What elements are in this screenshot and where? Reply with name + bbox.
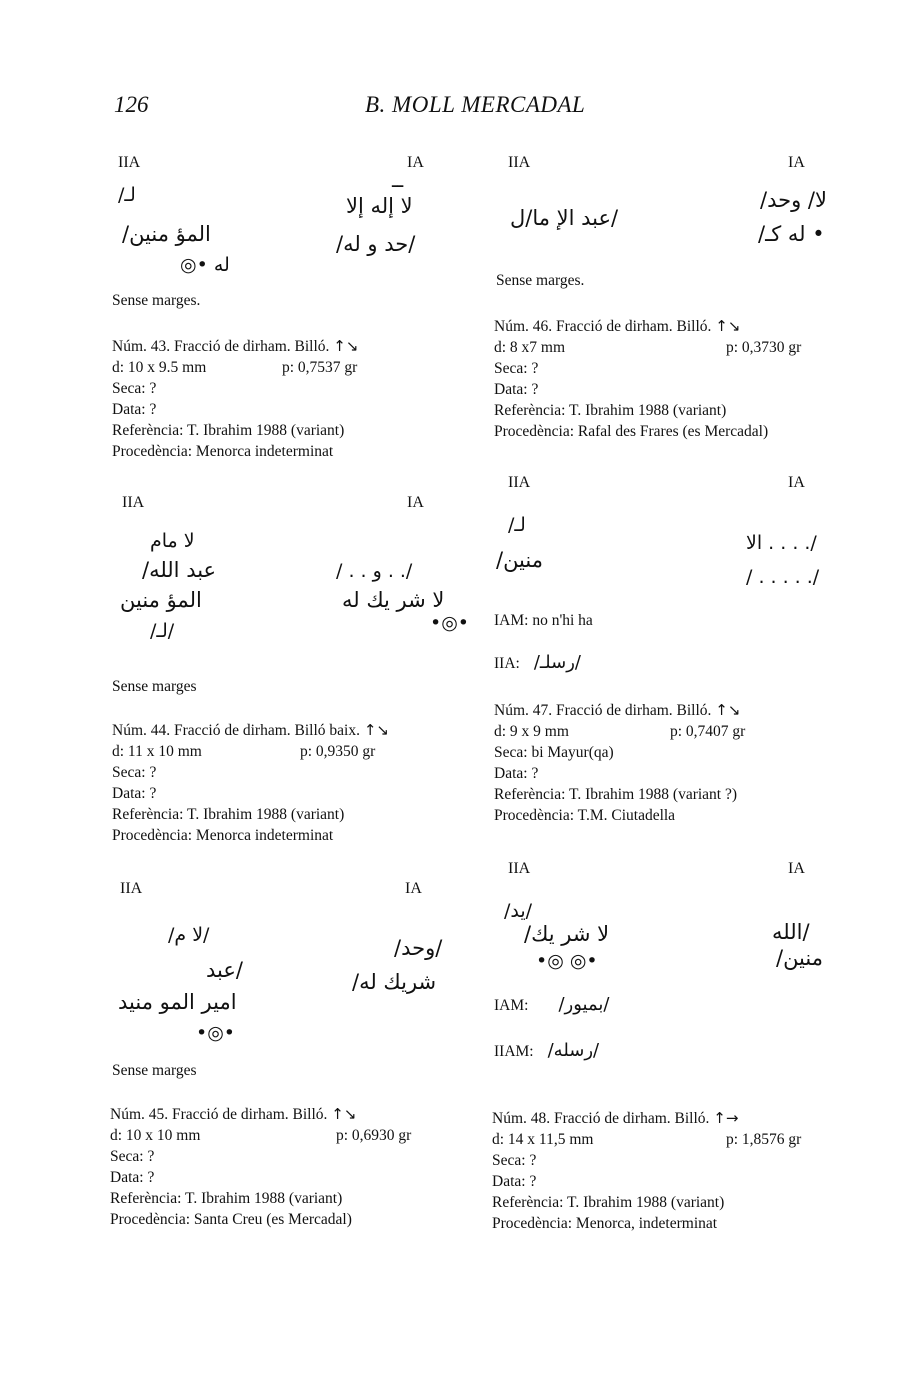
page-number: 126 bbox=[114, 92, 149, 117]
mint: Seca: ? bbox=[110, 1148, 155, 1165]
coin-title: Núm. 48. Fracció de dirham. Billó. bbox=[492, 1110, 710, 1127]
coin-details bbox=[112, 720, 452, 846]
date: Data: ? bbox=[112, 785, 157, 802]
reverse-label: IA bbox=[788, 474, 805, 491]
iam-label: IAM: bbox=[494, 612, 529, 629]
obverse-label: IIA bbox=[508, 474, 531, 491]
obverse-legend-line: /عبد الإ ما/ل bbox=[510, 206, 619, 230]
diameter: d: 10 x 9.5 mm bbox=[112, 359, 207, 376]
reverse-label: IA bbox=[788, 154, 805, 171]
diameter: d: 10 x 10 mm bbox=[110, 1127, 201, 1144]
coin-title: Núm. 46. Fracció de dirham. Billó. bbox=[494, 318, 712, 335]
mint: Seca: ? bbox=[112, 380, 157, 397]
provenance: Procedència: Santa Creu (es Mercadal) bbox=[110, 1211, 352, 1228]
mint: Seca: bi Mayur(qa) bbox=[494, 744, 614, 761]
iia-label: IIA: bbox=[494, 655, 520, 672]
obverse-label: IIA bbox=[508, 154, 531, 171]
die-axis-arrow-icon: ↑↘ bbox=[363, 721, 389, 739]
reverse-legend-line: لا/ وحد/ bbox=[760, 188, 827, 212]
obverse-label: IIA bbox=[120, 880, 143, 897]
coin-details bbox=[110, 1104, 450, 1230]
iam-row bbox=[494, 994, 609, 1016]
reverse-legend-line: /الله bbox=[772, 920, 810, 944]
reference: Referència: T. Ibrahim 1988 (variant) bbox=[112, 806, 345, 823]
obverse-legend-line: له •◎ bbox=[180, 254, 230, 276]
reverse-legend-line: /وحد/ bbox=[394, 936, 443, 960]
reverse-label: IA bbox=[407, 154, 424, 171]
date: Data: ? bbox=[110, 1169, 155, 1186]
weight: p: 0,3730 gr bbox=[726, 339, 802, 356]
margin-note: Sense marges bbox=[112, 1062, 197, 1079]
obverse-legend-line: /لا م/ bbox=[168, 924, 210, 946]
obverse-legend-line: عبد الله/ bbox=[142, 558, 217, 582]
reverse-legend-line: لا إله إلا bbox=[346, 194, 413, 218]
reverse-label: IA bbox=[788, 860, 805, 877]
reverse-label: IA bbox=[407, 494, 424, 511]
diameter: d: 11 x 10 mm bbox=[112, 743, 202, 760]
provenance: Procedència: Menorca indeterminat bbox=[112, 827, 334, 844]
reverse-legend-line: /حد و له/ bbox=[336, 232, 416, 256]
weight: p: 1,8576 gr bbox=[726, 1131, 802, 1148]
die-axis-arrow-icon: ↑↘ bbox=[331, 1105, 357, 1123]
obverse-label: IIA bbox=[118, 154, 141, 171]
reverse-legend-line: /. . و . . / bbox=[336, 560, 413, 582]
weight: p: 0,6930 gr bbox=[336, 1127, 412, 1144]
iam-value: /بميور/ bbox=[558, 994, 610, 1015]
coin-title: Núm. 45. Fracció de dirham. Billó. bbox=[110, 1106, 328, 1123]
die-axis-arrow-icon: ↑↘ bbox=[715, 317, 741, 335]
reverse-legend-line: • له كـ/ bbox=[758, 222, 825, 246]
date: Data: ? bbox=[492, 1173, 537, 1190]
obverse-legend-line: امير المو منيد bbox=[118, 990, 237, 1014]
reverse-legend-line: شريك له/ bbox=[352, 970, 437, 994]
reference: Referència: T. Ibrahim 1988 (variant ?) bbox=[494, 786, 738, 803]
iam-value: no n'hi ha bbox=[532, 612, 593, 629]
date: Data: ? bbox=[494, 381, 539, 398]
reverse-legend-line: •◎• bbox=[430, 612, 469, 634]
mint: Seca: ? bbox=[112, 764, 157, 781]
provenance: Procedència: Menorca, indeterminat bbox=[492, 1215, 718, 1232]
coin-details bbox=[494, 316, 834, 442]
obverse-legend-line: لا مام bbox=[150, 530, 195, 552]
coin-details bbox=[492, 1108, 832, 1234]
die-axis-arrow-icon: ↑↘ bbox=[333, 337, 359, 355]
reference: Referència: T. Ibrahim 1988 (variant) bbox=[494, 402, 727, 419]
diameter: d: 14 x 11,5 mm bbox=[492, 1131, 594, 1148]
obverse-legend-line: المؤ منين bbox=[120, 588, 202, 612]
iiam-row bbox=[494, 1040, 599, 1062]
running-title: B. MOLL MERCADAL bbox=[365, 92, 586, 117]
provenance: Procedència: T.M. Ciutadella bbox=[494, 807, 676, 824]
reverse-label: IA bbox=[405, 880, 422, 897]
iia-row bbox=[494, 652, 581, 674]
weight: p: 0,9350 gr bbox=[300, 743, 376, 760]
margin-note: Sense marges. bbox=[496, 272, 585, 289]
weight: p: 0,7537 gr bbox=[282, 359, 358, 376]
coin-title: Núm. 47. Fracció de dirham. Billó. bbox=[494, 702, 712, 719]
reference: Referència: T. Ibrahim 1988 (variant) bbox=[112, 422, 345, 439]
reverse-legend-line: منين/ bbox=[776, 946, 823, 970]
obverse-label: IIA bbox=[122, 494, 145, 511]
obverse-legend-line: /عبد bbox=[206, 958, 243, 982]
reverse-legend-line: /. . . . الا bbox=[746, 532, 817, 554]
mint: Seca: ? bbox=[492, 1152, 537, 1169]
reference: Referència: T. Ibrahim 1988 (variant) bbox=[110, 1190, 343, 1207]
iia-value: /رسلـ/ bbox=[533, 652, 581, 673]
margin-note: Sense marges. bbox=[112, 292, 201, 309]
margin-note: Sense marges bbox=[112, 678, 197, 695]
coin-details bbox=[494, 700, 834, 826]
reverse-legend-line: ــ bbox=[392, 170, 404, 192]
obverse-legend-line: المؤ منين/ bbox=[122, 222, 211, 246]
diameter: d: 9 x 9 mm bbox=[494, 723, 569, 740]
provenance: Procedència: Rafal des Frares (es Mercadal) bbox=[494, 423, 769, 440]
coin-title: Núm. 43. Fracció de dirham. Billó. bbox=[112, 338, 330, 355]
diameter: d: 8 x7 mm bbox=[494, 339, 566, 356]
iam-row bbox=[494, 610, 593, 631]
weight: p: 0,7407 gr bbox=[670, 723, 746, 740]
date: Data: ? bbox=[112, 401, 157, 418]
die-axis-arrow-icon: ↑↘ bbox=[715, 701, 741, 719]
coin-details bbox=[112, 336, 452, 462]
reverse-legend-line: لا شر يك له bbox=[342, 588, 445, 612]
obverse-legend-line: لـ/ bbox=[508, 514, 526, 536]
obverse-legend-line: /لـ/ bbox=[150, 620, 175, 642]
obverse-legend-line: •◎• bbox=[196, 1022, 235, 1044]
coin-title: Núm. 44. Fracció de dirham. Billó baix. bbox=[112, 722, 360, 739]
iiam-label: IIAM: bbox=[494, 1043, 534, 1060]
reference: Referència: T. Ibrahim 1988 (variant) bbox=[492, 1194, 725, 1211]
die-axis-arrow-icon: ↑→ bbox=[713, 1109, 739, 1127]
obverse-legend-line: لـ/ bbox=[118, 184, 136, 206]
obverse-label: IIA bbox=[508, 860, 531, 877]
date: Data: ? bbox=[494, 765, 539, 782]
obverse-legend-line: لا شر يك/ bbox=[524, 922, 610, 946]
obverse-legend-line: •◎ ◎• bbox=[536, 950, 598, 972]
obverse-legend-line: منين/ bbox=[496, 548, 543, 572]
iam-label: IAM: bbox=[494, 997, 529, 1014]
mint: Seca: ? bbox=[494, 360, 539, 377]
reverse-legend-line: /. . . . . / bbox=[746, 566, 820, 588]
provenance: Procedència: Menorca indeterminat bbox=[112, 443, 334, 460]
obverse-legend-line: /يد/ bbox=[504, 900, 533, 922]
iiam-value: /رسله/ bbox=[547, 1040, 600, 1061]
